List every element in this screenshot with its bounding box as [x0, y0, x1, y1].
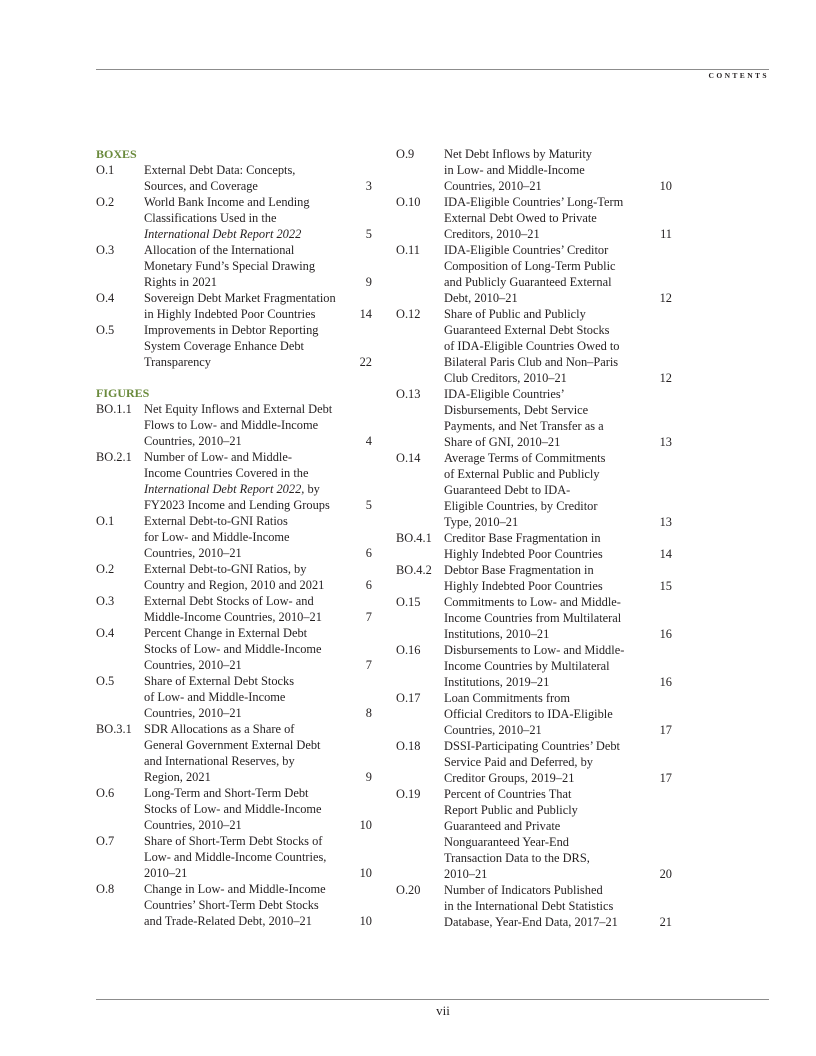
entry-title-line: Guaranteed External Debt Stocks	[444, 323, 610, 337]
entry-title-line: Payments, and Net Transfer as a	[444, 419, 604, 433]
toc-entry[interactable]	[96, 721, 372, 785]
entry-title-line: Share of External Debt Stocks	[144, 674, 295, 688]
header-rule	[96, 69, 769, 70]
entry-title-line: Countries’ Short-Term Debt Stocks	[144, 898, 319, 912]
entry-title-line: Club Creditors, 2010–21	[444, 371, 567, 385]
entry-title-line: Transaction Data to the DRS,	[444, 851, 590, 865]
entry-title-line: and International Reserves, by	[144, 754, 295, 768]
entry-number: O.20	[396, 883, 421, 897]
entry-title-line: Institutions, 2010–21	[444, 627, 550, 641]
toc-entry[interactable]	[96, 162, 372, 194]
entry-title-line: Middle-Income Countries, 2010–21	[144, 610, 322, 624]
toc-entry[interactable]	[396, 594, 672, 642]
running-head: CONTENTS	[708, 71, 769, 80]
entry-number: O.1	[96, 514, 115, 528]
entry-title-line: Share of Short-Term Debt Stocks of	[144, 834, 323, 848]
footer-rule	[96, 999, 769, 1000]
entry-title-line: FY2023 Income and Lending Groups	[144, 498, 330, 512]
entry-page-number: 10	[659, 179, 672, 193]
entry-title-line: Change in Low- and Middle-Income	[144, 882, 326, 896]
toc-entry[interactable]	[396, 386, 672, 450]
toc-entry[interactable]	[96, 625, 372, 673]
entry-number: O.18	[396, 739, 421, 753]
right-column	[396, 146, 672, 930]
entry-title-line: External Debt Data: Concepts,	[144, 163, 296, 177]
entry-title-line: Classifications Used in the	[144, 211, 277, 225]
entry-title-line: Income Countries Covered in the	[144, 466, 309, 480]
entry-number: O.9	[396, 147, 415, 161]
entry-title-line: International Debt Report 2022, by	[144, 482, 320, 496]
entry-page-number: 9	[365, 770, 372, 784]
entry-title-line: Commitments to Low- and Middle-	[444, 595, 621, 609]
toc-entry[interactable]	[396, 450, 672, 530]
entry-title-line: Rights in 2021	[144, 275, 217, 289]
entry-page-number: 14	[659, 547, 672, 561]
entry-title-line: Institutions, 2019–21	[444, 675, 550, 689]
figures-heading: FIGURES	[96, 386, 150, 400]
entry-page-number: 22	[359, 355, 372, 369]
entry-title-line: of Low- and Middle-Income	[144, 690, 286, 704]
entry-number: O.1	[96, 163, 115, 177]
left-column	[96, 146, 372, 929]
entry-title-line: International Debt Report 2022	[144, 227, 302, 241]
toc-entry[interactable]	[396, 242, 672, 306]
entry-number: O.2	[96, 195, 115, 209]
boxes-heading: BOXES	[96, 147, 137, 161]
entry-title-line: Creditors, 2010–21	[444, 227, 540, 241]
entry-number: O.6	[96, 786, 115, 800]
entry-number: O.15	[396, 595, 421, 609]
entry-title-line: Country and Region, 2010 and 2021	[144, 578, 325, 592]
toc-entry[interactable]	[396, 562, 672, 594]
entry-title-line: Percent Change in External Debt	[144, 626, 308, 640]
entry-title-line: Countries, 2010–21	[144, 818, 242, 832]
entry-number: BO.2.1	[96, 450, 132, 464]
toc-entry[interactable]	[96, 290, 372, 322]
entry-page-number: 11	[660, 227, 672, 241]
entry-number: O.5	[96, 323, 115, 337]
entry-number: O.2	[96, 562, 115, 576]
toc-entry[interactable]	[96, 449, 372, 513]
entry-title-line: Service Paid and Deferred, by	[444, 755, 593, 769]
entry-title-line: Countries, 2010–21	[144, 658, 242, 672]
entry-page-number: 10	[359, 866, 372, 880]
toc-entry[interactable]	[96, 194, 372, 242]
entry-title-line: IDA-Eligible Countries’ Creditor	[444, 243, 609, 257]
entry-number: O.4	[96, 291, 115, 305]
entry-title-line: External Debt-to-GNI Ratios	[144, 514, 288, 528]
entry-title-line: Countries, 2010–21	[444, 723, 542, 737]
entry-number: O.11	[396, 243, 420, 257]
entry-title-line: Net Debt Inflows by Maturity	[444, 147, 592, 161]
entry-page-number: 12	[659, 291, 672, 305]
entry-title-line: Countries, 2010–21	[144, 546, 242, 560]
entry-number: BO.4.2	[396, 563, 432, 577]
entry-title-line: Highly Indebted Poor Countries	[444, 579, 603, 593]
entry-page-number: 20	[659, 867, 672, 881]
toc-entry[interactable]	[96, 833, 372, 881]
entry-page-number: 6	[365, 578, 372, 592]
toc-entry[interactable]	[96, 561, 372, 593]
toc-entry[interactable]	[96, 242, 372, 290]
toc-entry[interactable]	[396, 642, 672, 690]
entry-title-line: Highly Indebted Poor Countries	[444, 547, 603, 561]
entry-page-number: 21	[659, 915, 672, 929]
entry-title-line: Guaranteed Debt to IDA-	[444, 483, 571, 497]
entry-page-number: 16	[659, 627, 672, 641]
entry-title-line: Net Equity Inflows and External Debt	[144, 402, 333, 416]
entry-title-line: of IDA-Eligible Countries Owed to	[444, 339, 620, 353]
entry-title-line: General Government External Debt	[144, 738, 321, 752]
entry-page-number: 8	[365, 706, 372, 720]
toc-entry[interactable]	[396, 146, 672, 194]
entry-number: O.8	[96, 882, 115, 896]
toc-entry[interactable]	[396, 530, 672, 562]
entry-page-number: 7	[365, 658, 372, 672]
toc-entry[interactable]	[396, 690, 672, 738]
entry-title-line: SDR Allocations as a Share of	[144, 722, 295, 736]
entry-title-line: Database, Year-End Data, 2017–21	[444, 915, 618, 929]
toc-entry[interactable]	[396, 306, 672, 386]
entry-title-line: Percent of Countries That	[444, 787, 572, 801]
toc-entry[interactable]	[96, 785, 372, 833]
entry-number: O.17	[396, 691, 421, 705]
entry-page-number: 7	[365, 610, 372, 624]
entry-title-line: DSSI-Participating Countries’ Debt	[444, 739, 620, 753]
toc-entry[interactable]	[396, 786, 672, 882]
entry-title-line: Type, 2010–21	[444, 515, 519, 529]
entry-number: O.14	[396, 451, 421, 465]
entry-number: O.4	[96, 626, 115, 640]
toc-entry[interactable]	[96, 322, 372, 370]
entry-number: O.16	[396, 643, 421, 657]
entry-title-line: IDA-Eligible Countries’	[444, 387, 565, 401]
entry-title-line: Creditor Base Fragmentation in	[444, 531, 601, 545]
entry-title-line: Income Countries from Multilateral	[444, 611, 622, 625]
entry-title-line: Allocation of the International	[144, 243, 295, 257]
entry-title-line: and Publicly Guaranteed External	[444, 275, 612, 289]
toc-entry[interactable]	[96, 401, 372, 449]
entry-title-line: Monetary Fund’s Special Drawing	[144, 259, 316, 273]
entry-title-line: Average Terms of Commitments	[444, 451, 606, 465]
entry-title-line: Improvements in Debtor Reporting	[144, 323, 319, 337]
entry-title-line: Sovereign Debt Market Fragmentation	[144, 291, 336, 305]
entry-page-number: 15	[659, 579, 672, 593]
entry-title-line: Composition of Long-Term Public	[444, 259, 616, 273]
toc-entry[interactable]	[396, 738, 672, 786]
entry-title-line: Countries, 2010–21	[144, 434, 242, 448]
entry-title-line: Transparency	[144, 355, 211, 369]
entry-title-line: Flows to Low- and Middle-Income	[144, 418, 319, 432]
entry-number: BO.4.1	[396, 531, 432, 545]
entry-title-line: Stocks of Low- and Middle-Income	[144, 642, 322, 656]
entry-title-line: Low- and Middle-Income Countries,	[144, 850, 327, 864]
entry-title-line: Number of Indicators Published	[444, 883, 603, 897]
entry-page-number: 16	[659, 675, 672, 689]
entry-title-line: External Debt-to-GNI Ratios, by	[144, 562, 307, 576]
boxes-list	[96, 162, 372, 370]
entry-page-number: 10	[359, 818, 372, 832]
entry-number: O.3	[96, 243, 115, 257]
entry-title-line: Share of Public and Publicly	[444, 307, 586, 321]
entry-number: O.7	[96, 834, 115, 848]
figures-list-right	[396, 146, 672, 930]
entry-page-number: 14	[359, 307, 372, 321]
toc-entry[interactable]	[396, 194, 672, 242]
entry-title-line: Debt, 2010–21	[444, 291, 518, 305]
entry-page-number: 10	[359, 914, 372, 928]
entry-title-line: Eligible Countries, by Creditor	[444, 499, 598, 513]
entry-page-number: 12	[659, 371, 672, 385]
entry-number: O.3	[96, 594, 115, 608]
entry-title-line: Stocks of Low- and Middle-Income	[144, 802, 322, 816]
entry-title-line: in Highly Indebted Poor Countries	[144, 307, 316, 321]
entry-title-line: Countries, 2010–21	[144, 706, 242, 720]
entry-number: BO.1.1	[96, 402, 132, 416]
entry-title-line: of External Public and Publicly	[444, 467, 600, 481]
figures-list-left	[96, 401, 372, 929]
entry-number: O.19	[396, 787, 421, 801]
entry-title-line: External Debt Owed to Private	[444, 211, 597, 225]
entry-title-line: Sources, and Coverage	[144, 179, 258, 193]
entry-title-line: Region, 2021	[144, 770, 211, 784]
entry-number: O.5	[96, 674, 115, 688]
entry-page-number: 5	[365, 227, 372, 241]
entry-number: O.10	[396, 195, 421, 209]
entry-title-line: Disbursements, Debt Service	[444, 403, 589, 417]
entry-title-line: Number of Low- and Middle-	[144, 450, 292, 464]
toc-entry[interactable]	[96, 673, 372, 721]
entry-title-line: in the International Debt Statistics	[444, 899, 614, 913]
entry-page-number: 4	[365, 434, 372, 448]
entry-title-line: Creditor Groups, 2019–21	[444, 771, 575, 785]
toc-entry[interactable]	[96, 881, 372, 929]
entry-title-line: 2010–21	[144, 866, 188, 880]
entry-title-line: Income Countries by Multilateral	[444, 659, 610, 673]
entry-title-line: and Trade-Related Debt, 2010–21	[144, 914, 312, 928]
entry-title-line: External Debt Stocks of Low- and	[144, 594, 314, 608]
toc-entry[interactable]	[396, 882, 672, 930]
entry-title-line: Share of GNI, 2010–21	[444, 435, 561, 449]
entry-page-number: 17	[659, 723, 672, 737]
entry-title-line: in Low- and Middle-Income	[444, 163, 585, 177]
entry-title-line: Loan Commitments from	[444, 691, 570, 705]
entry-title-line: Countries, 2010–21	[444, 179, 542, 193]
entry-title-line: for Low- and Middle-Income	[144, 530, 290, 544]
entry-number: O.13	[396, 387, 421, 401]
entry-title-line: Official Creditors to IDA-Eligible	[444, 707, 613, 721]
entry-title-line: Guaranteed and Private	[444, 819, 561, 833]
entry-title-line: Bilateral Paris Club and Non–Paris	[444, 355, 619, 369]
entry-title-line: Debtor Base Fragmentation in	[444, 563, 594, 577]
entry-page-number: 9	[365, 275, 372, 289]
entry-number: O.12	[396, 307, 421, 321]
entry-page-number: 5	[365, 498, 372, 512]
page-number: vii	[436, 1003, 450, 1018]
entry-page-number: 13	[659, 435, 672, 449]
entry-title-line: Report Public and Publicly	[444, 803, 578, 817]
entry-title-line: Disbursements to Low- and Middle-	[444, 643, 625, 657]
toc-entry[interactable]	[96, 513, 372, 561]
entry-title-line: IDA-Eligible Countries’ Long-Term	[444, 195, 624, 209]
entry-page-number: 3	[365, 179, 372, 193]
entry-title-line: Nonguaranteed Year-End	[444, 835, 569, 849]
entry-title-line: World Bank Income and Lending	[144, 195, 310, 209]
toc-entry[interactable]	[96, 593, 372, 625]
entry-title-line: System Coverage Enhance Debt	[144, 339, 304, 353]
entry-title-line: Long-Term and Short-Term Debt	[144, 786, 309, 800]
entry-title-line: 2010–21	[444, 867, 488, 881]
entry-page-number: 6	[365, 546, 372, 560]
entry-page-number: 13	[659, 515, 672, 529]
entry-page-number: 17	[659, 771, 672, 785]
entry-number: BO.3.1	[96, 722, 132, 736]
